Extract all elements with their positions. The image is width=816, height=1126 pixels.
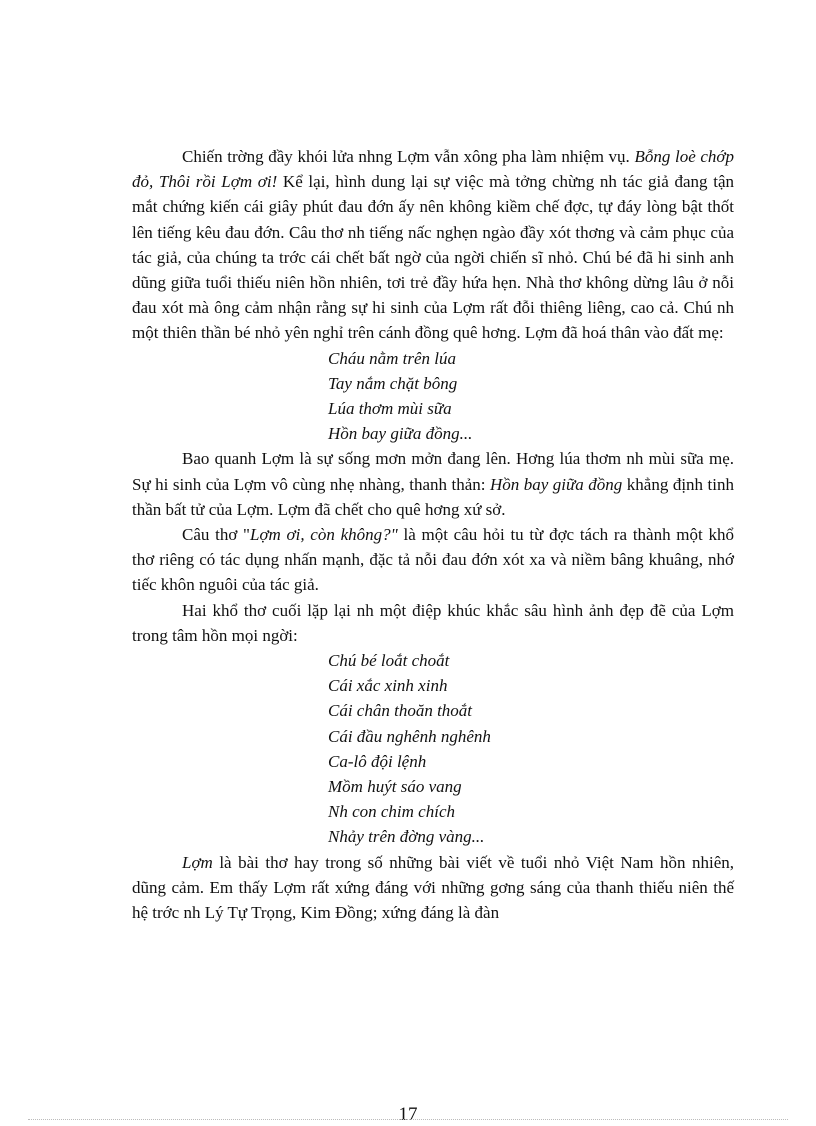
page-number: 17 xyxy=(398,1104,418,1125)
quote-italic: Hồn bay giữa đồng xyxy=(490,474,623,494)
poem-stanza-1 xyxy=(132,346,734,447)
poem-line: Tay nắm chặt bông xyxy=(328,373,458,393)
footer-divider xyxy=(28,1119,788,1120)
quote-italic: Bỗng loè chớp đỏ, Thôi rồi Lợm ơi! xyxy=(132,147,734,192)
body-text xyxy=(132,144,734,925)
paragraph-5: Lợm là bài thơ hay trong số những bài viết về tuổi nhỏ Việt Nam hồn nhiên, dũng cảm. Em thấy Lợm rất xứng đáng với những gơng sáng của thanh thiếu niên thế hệ trớc nh Lý Tự Trọng, Kim Đồng; xứng đáng là đàn xyxy=(132,852,734,923)
poem-line: Cái chân thoăn thoắt xyxy=(328,701,473,721)
poem-line: Chú bé loắt choắt xyxy=(328,651,450,671)
poem-line: Mồm huýt sáo vang xyxy=(328,777,462,797)
title-italic: Lợm xyxy=(182,852,213,872)
poem-line: Hồn bay giữa đồng... xyxy=(328,424,473,444)
poem-line: Nhảy trên đờng vàng... xyxy=(328,827,485,847)
poem-line: Cái đầu nghênh nghênh xyxy=(328,726,491,746)
quote-italic: Lợm ơi, còn không?" xyxy=(250,525,398,545)
paragraph-4: Hai khổ thơ cuối lặp lại nh một điệp khúc khắc sâu hình ảnh đẹp đẽ của Lợm trong tâm hồn mọi ngời: xyxy=(132,600,734,645)
poem-line: Cái xắc xinh xinh xyxy=(328,676,448,696)
poem-line: Ca-lô đội lệnh xyxy=(328,751,427,771)
poem-line: Cháu nằm trên lúa xyxy=(328,348,456,368)
poem-line: Nh con chim chích xyxy=(328,802,455,822)
poem-line: Lúa thơm mùi sữa xyxy=(328,399,452,419)
paragraph-1: Chiến trờng đầy khói lửa nhng Lợm vẫn xông pha làm nhiệm vụ. Bỗng loè chớp đỏ, Thôi rồi Lợm ơi! Kể lại, hình dung lại sự việc mà tởng chừng nh tác giả đang tận mắt chứng kiến cái giây phút đau đớn ấy nên không kiềm chế đợc, tự đáy lòng bật thốt lên tiếng kêu đau đớn. Câu thơ nh tiếng nấc nghẹn ngào đầy xót thơng và cảm phục của tác giả, của chúng ta trớc cái chết bất ngờ của ngời chiến sĩ nhỏ. Chú bé đã hi sinh anh dũng giữa tuổi thiếu niên hồn nhiên, tơi trẻ đầy hứa hẹn. Nhà thơ không dừng lâu ở nỗi đau xót mà ông cảm nhận rằng sự hi sinh của Lợm rất đỗi thiêng liêng, cao cả. Chú nh một thiên thần bé nhỏ yên nghỉ trên cánh đồng quê hơng. Lợm đã hoá thân vào đất mẹ: xyxy=(132,147,734,343)
paragraph-2: Bao quanh Lợm là sự sống mơn mởn đang lên. Hơng lúa thơm nh mùi sữa mẹ. Sự hi sinh của Lợm vô cùng nhẹ nhàng, thanh thản: Hồn bay giữa đồng khẳng định tinh thần bất tử của Lợm. Lợm đã chết cho quê hơng xứ sở. xyxy=(132,449,734,519)
poem-stanza-2 xyxy=(132,648,734,850)
paragraph-3: Câu thơ "Lợm ơi, còn không?" là một câu hỏi tu từ đợc tách ra thành một khổ thơ riêng có tác dụng nhấn mạnh, đặc tả nỗi đau đớn xót xa và niềm bâng khuâng, nhớ tiếc khôn nguôi của tác giả. xyxy=(132,525,734,595)
